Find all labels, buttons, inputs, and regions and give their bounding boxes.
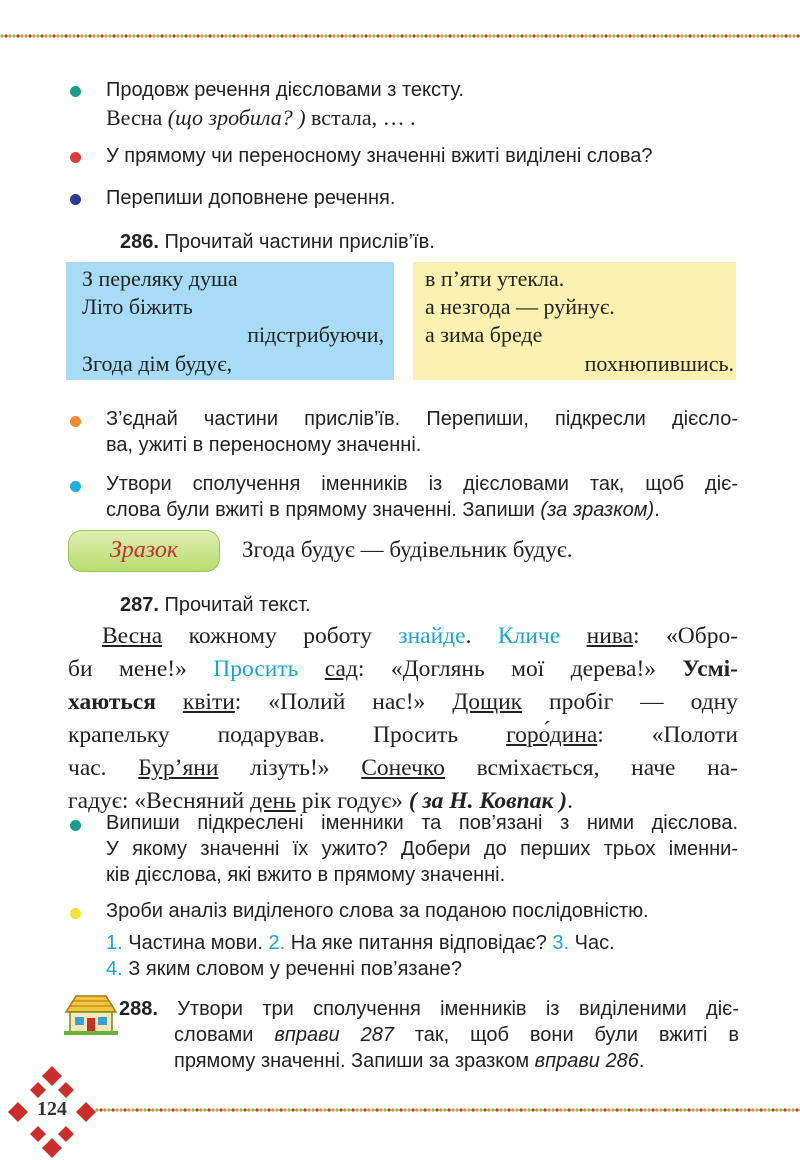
text-line bbox=[68, 653, 738, 686]
task-analysis-line1: Зроби аналіз виділеного слова за поданою послідовністю. bbox=[106, 900, 649, 922]
text-italic: (за зразком) bbox=[540, 499, 655, 521]
exercise-287-heading bbox=[120, 592, 311, 618]
step-text: Частина мови. bbox=[122, 932, 269, 954]
text: час. bbox=[68, 755, 139, 781]
text: слова були вжиті в прямому значенні. Запиши bbox=[106, 499, 541, 521]
highlighted-verb: Просить bbox=[213, 656, 299, 682]
highlighted-verb: знайде bbox=[398, 623, 466, 649]
task-rewrite: Перепиши доповнене речення. bbox=[106, 187, 396, 209]
text-line bbox=[102, 620, 738, 653]
bold-verb: хаються bbox=[68, 689, 156, 715]
proverb-part: в п’яти утекла. bbox=[425, 266, 565, 291]
proverb-part: Літо біжить bbox=[82, 294, 193, 319]
exercise-instruction: Прочитай частини прислів’їв. bbox=[158, 231, 435, 253]
step-number: 3. bbox=[552, 932, 570, 954]
task-connect-line2: ва, ужиті в переносному значенні. bbox=[106, 434, 422, 456]
highlighted-verb: Кличе bbox=[497, 623, 561, 649]
proverb-part: З переляку душа bbox=[82, 266, 238, 291]
exercise-number: 288. bbox=[119, 998, 158, 1020]
task-write-out-line1: Випиши підкреслені іменники та пов’язані з ними дієслова. bbox=[106, 812, 738, 834]
text: . bbox=[567, 788, 573, 814]
text bbox=[156, 689, 183, 715]
example-word: Весна bbox=[106, 105, 168, 130]
proverb-part: похнюпившись. bbox=[584, 351, 734, 376]
underlined-noun: Дощик bbox=[452, 689, 523, 715]
text-line bbox=[68, 719, 738, 752]
task-connect-line1: З’єднай частини прислів’їв. Перепиши, підкресли дієсло- bbox=[106, 408, 738, 430]
text: гадує: «Весняний bbox=[68, 788, 251, 814]
proverb-beginnings-box bbox=[66, 262, 394, 380]
exercise-288 bbox=[119, 996, 739, 1074]
task-continue-sentence: Продовж речення дієсловами з тексту. bbox=[106, 79, 464, 101]
proverb-part: Згода дім будує, bbox=[82, 351, 233, 376]
example-sentence bbox=[106, 105, 416, 131]
homework-house-icon bbox=[62, 992, 120, 1036]
page-number: 124 bbox=[37, 1098, 67, 1120]
text: : «Полий нас!» bbox=[234, 689, 453, 715]
exercise-number: 287. bbox=[120, 594, 159, 616]
underlined-noun: сад bbox=[324, 656, 358, 682]
text: би мене!» bbox=[68, 656, 214, 682]
exercise-number: 286. bbox=[120, 231, 159, 253]
text: так, щоб вони були вжиті в bbox=[393, 1024, 739, 1046]
bullet-teal-2 bbox=[70, 820, 81, 831]
sample-label-badge bbox=[68, 530, 220, 572]
sample-text: Згода будує — будівельник будує. bbox=[242, 537, 573, 562]
step-number: 4. bbox=[106, 958, 123, 980]
exercise-288-line bbox=[174, 1048, 739, 1074]
example-question: (що зробила? ) bbox=[167, 105, 306, 130]
proverb-endings-box bbox=[413, 262, 736, 380]
underlined-noun: Бур’яни bbox=[138, 755, 219, 781]
task-analysis-line2 bbox=[106, 930, 615, 956]
text-line bbox=[68, 752, 738, 785]
top-ornament-border bbox=[0, 32, 800, 40]
task-meaning-question: У прямому чи переносному значенні вжиті виділені слова? bbox=[106, 145, 653, 167]
step-number: 1. bbox=[106, 932, 123, 954]
text: пробіг — одну bbox=[522, 689, 738, 715]
proverb-part: підстрибуючи, bbox=[247, 322, 384, 347]
bullet-cyan bbox=[70, 481, 81, 492]
underlined-noun: Весна bbox=[102, 623, 163, 649]
bold-verb: Усмі- bbox=[682, 656, 739, 682]
exercise-288-line bbox=[174, 1022, 739, 1048]
bullet-red bbox=[70, 152, 81, 163]
example-rest: встала, … . bbox=[305, 105, 416, 130]
task-write-out-line3: ків дієслова, які вжито в прямому значенні. bbox=[106, 864, 506, 886]
underlined-noun: квіти bbox=[182, 689, 235, 715]
text: : «Обро- bbox=[633, 623, 739, 649]
text: : «Доглянь мої дерева!» bbox=[357, 656, 683, 682]
task-write-out-line2: У якому значенні їх ужито? Добери до перших трьох іменни- bbox=[106, 838, 738, 860]
bullet-navy bbox=[70, 194, 81, 205]
step-text: На яке питання відповідає? bbox=[285, 932, 553, 954]
step-number: 2. bbox=[268, 932, 286, 954]
sample-label: Зразок bbox=[109, 537, 179, 563]
text: лізуть!» bbox=[218, 755, 362, 781]
text: кожному роботу bbox=[162, 623, 399, 649]
text-italic: вправи 286 bbox=[534, 1050, 639, 1072]
underlined-noun: нива bbox=[586, 623, 634, 649]
underlined-noun: горо́дина bbox=[506, 722, 598, 748]
text: . bbox=[654, 499, 660, 521]
exercise-286-heading bbox=[120, 229, 435, 255]
underlined-noun: день bbox=[250, 788, 296, 814]
text: крапельку подарував. Просить bbox=[68, 722, 507, 748]
bullet-orange bbox=[70, 416, 81, 427]
task-combine-line1: Утвори сполучення іменників із дієсловами так, щоб діє- bbox=[106, 473, 738, 495]
text bbox=[298, 656, 324, 682]
text-paragraph bbox=[68, 620, 739, 818]
step-text: З яким словом у реченні пов’язане? bbox=[122, 958, 462, 980]
text bbox=[560, 623, 586, 649]
author-attribution: ( за Н. Ковпак ) bbox=[408, 788, 568, 814]
text: рік годує» bbox=[295, 788, 409, 814]
text-italic: вправи 287 bbox=[274, 1024, 394, 1046]
text: прямому значенні. Запиши за зразком bbox=[174, 1050, 535, 1072]
proverb-part: а зима бреде bbox=[425, 322, 543, 347]
text: . bbox=[638, 1050, 645, 1072]
text-line bbox=[68, 686, 738, 719]
text: всміхається, наче на- bbox=[444, 755, 739, 781]
proverb-part: а незгода — руйнує. bbox=[425, 294, 615, 319]
text: словами bbox=[174, 1024, 275, 1046]
text: Утвори три сполучення іменників із виділеними діє- bbox=[157, 998, 739, 1020]
exercise-instruction: Прочитай текст. bbox=[158, 594, 311, 616]
exercise-288-line bbox=[119, 996, 739, 1022]
text: . bbox=[465, 623, 498, 649]
bullet-teal bbox=[70, 86, 81, 97]
bullet-yellow bbox=[70, 908, 81, 919]
text: : «Полоти bbox=[597, 722, 738, 748]
bottom-ornament-border bbox=[95, 1106, 800, 1114]
underlined-noun: Сонечко bbox=[361, 755, 445, 781]
task-combine-line2 bbox=[106, 497, 660, 523]
task-analysis-line3 bbox=[106, 956, 462, 982]
step-text: Час. bbox=[569, 932, 615, 954]
